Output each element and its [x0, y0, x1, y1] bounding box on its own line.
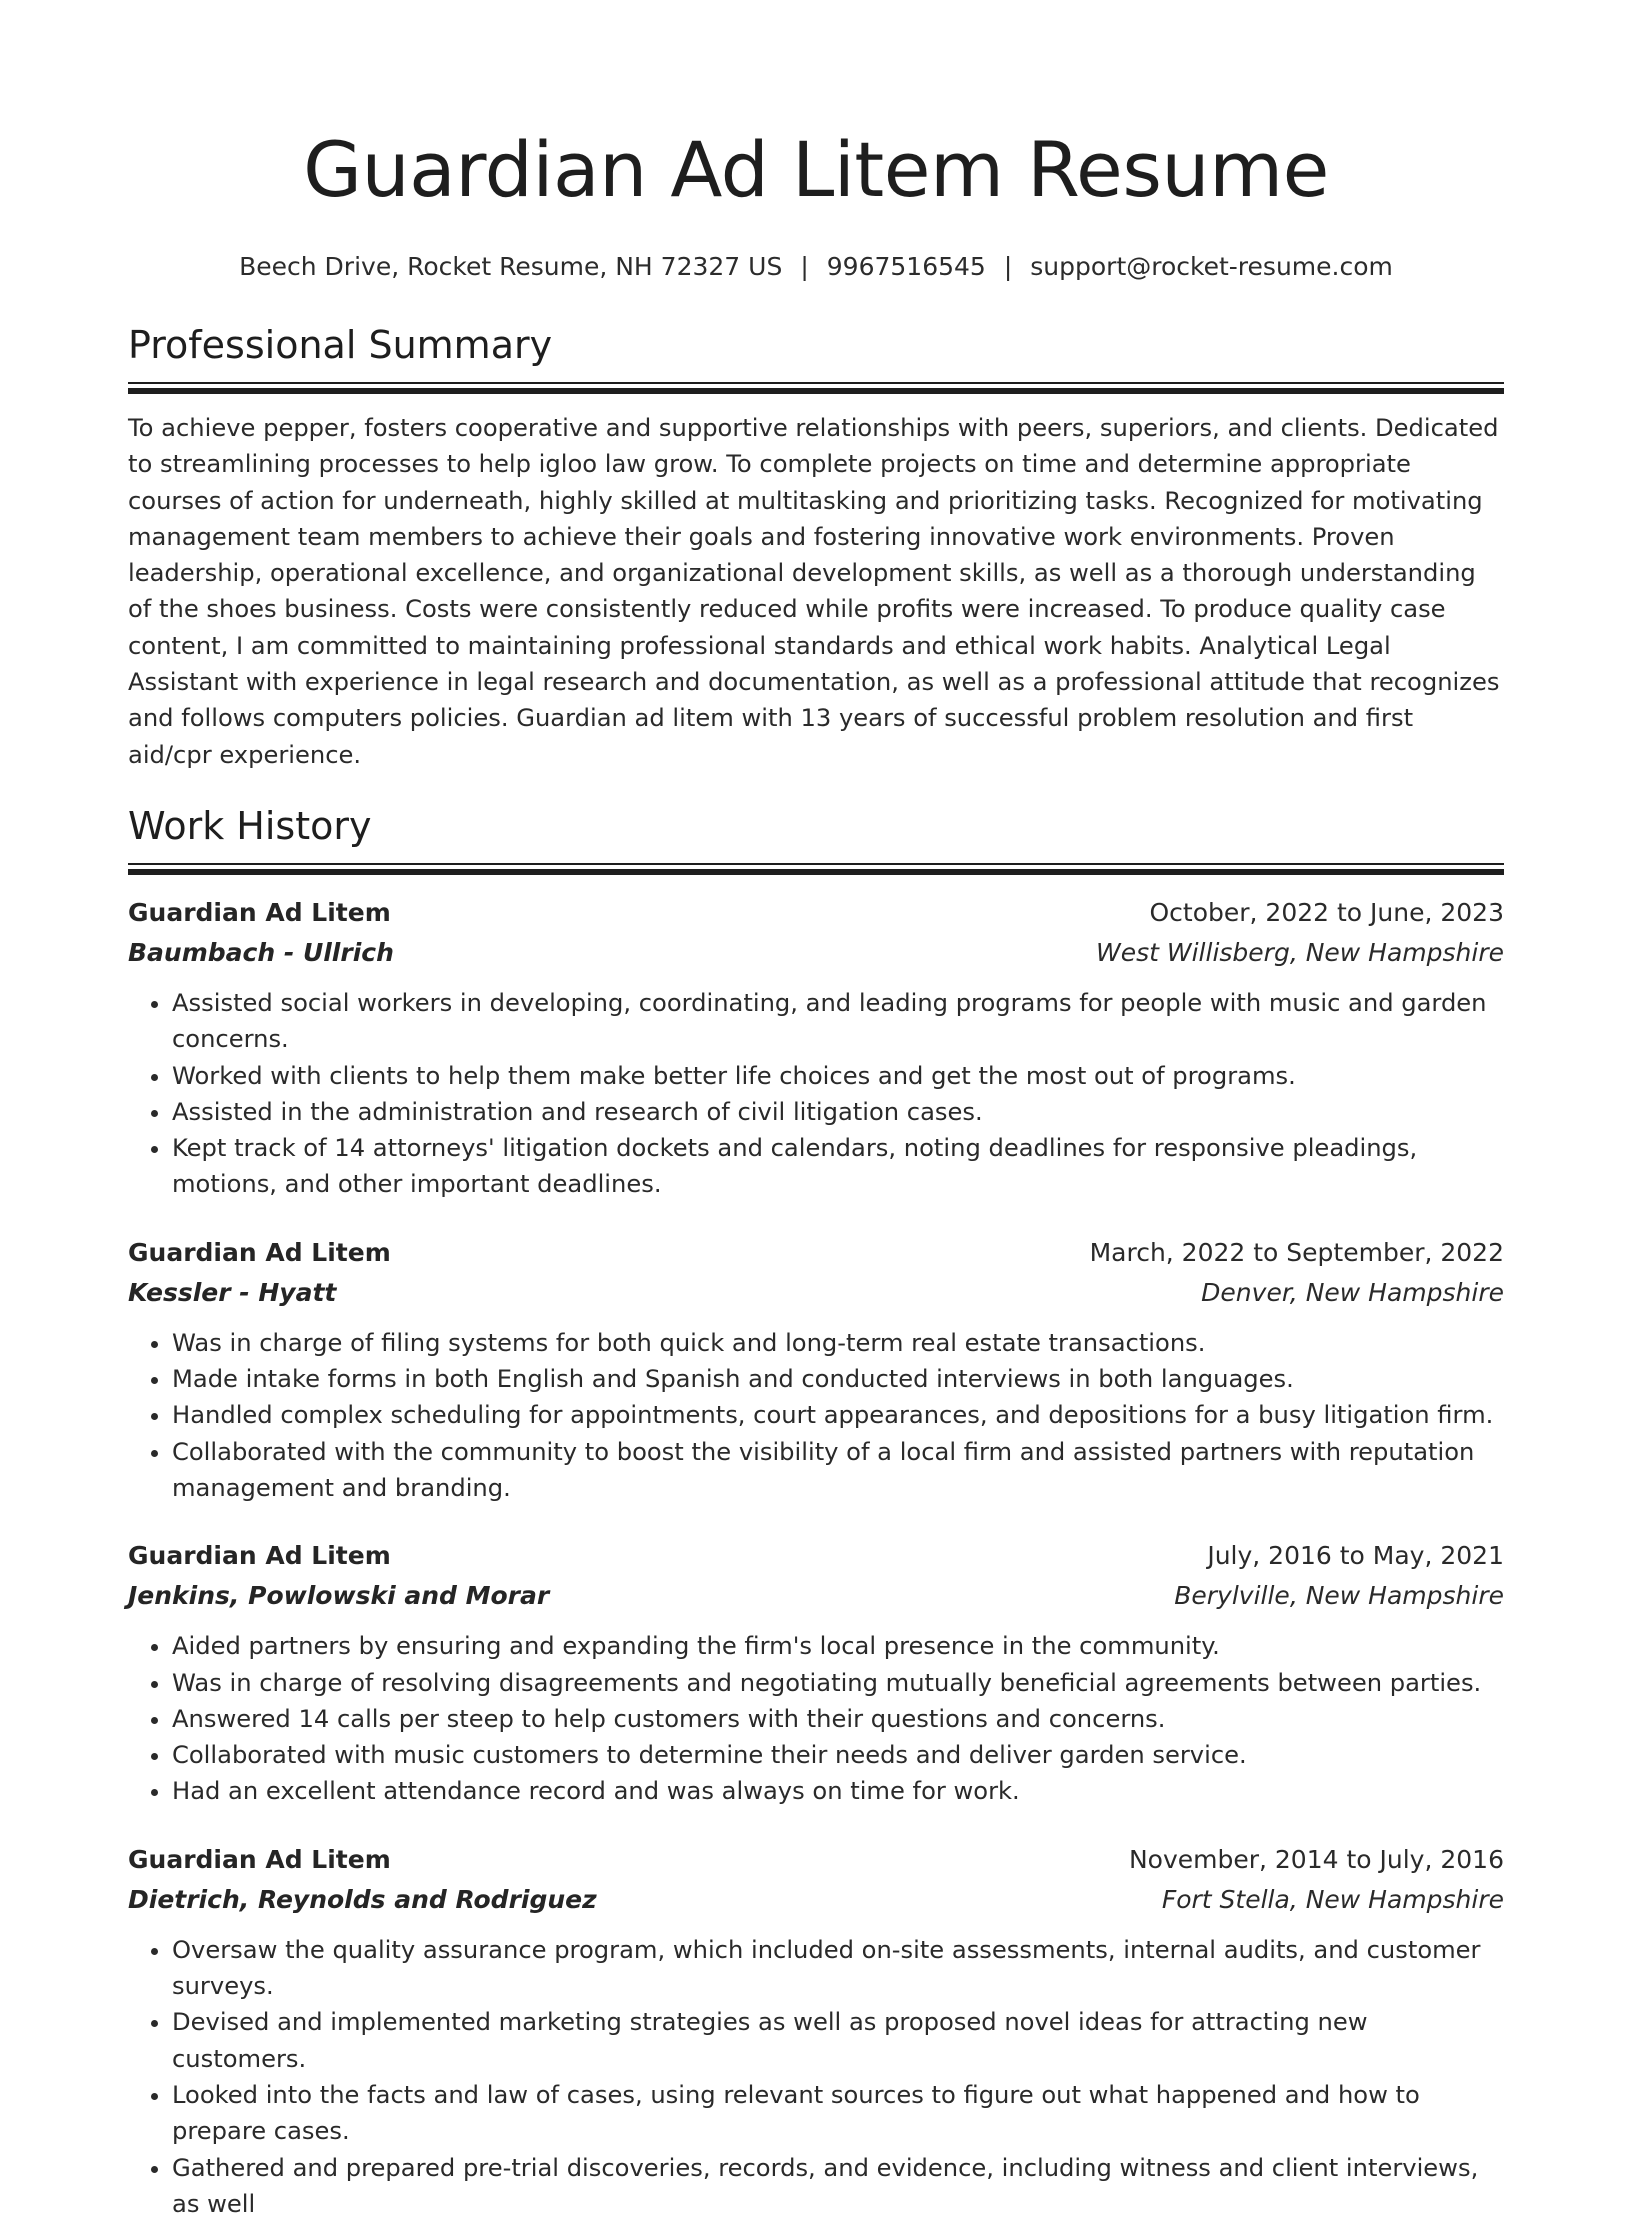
job-title: Guardian Ad Litem	[128, 1233, 391, 1273]
job-entry	[128, 1840, 1504, 2222]
job-bullets	[128, 1932, 1504, 2222]
job-bullet: • Made intake forms in both English and Spanish and conducted interviews in both languages.	[172, 1361, 1504, 1397]
job-title: Guardian Ad Litem	[128, 1840, 391, 1880]
job-location: Berylville, New Hampshire	[1174, 1576, 1504, 1616]
job-bullet: • Devised and implemented marketing strategies as well as proposed novel ideas for attracting new customers.	[172, 2004, 1504, 2077]
job-dates: March, 2022 to September, 2022	[1090, 1233, 1504, 1273]
job-bullet: • Collaborated with the community to boost the visibility of a local firm and assisted partners with reputation management and branding.	[172, 1434, 1504, 1507]
job-location: West Willisberg, New Hampshire	[1096, 933, 1504, 973]
job-company: Baumbach - Ullrich	[128, 933, 394, 973]
contact-separator: |	[800, 250, 808, 284]
job-bullet: • Kept track of 14 attorneys' litigation dockets and calendars, noting deadlines for responsive pleadings, motions, and other important deadlines.	[172, 1130, 1504, 1203]
job-bullet: • Looked into the facts and law of cases, using relevant sources to figure out what happened and how to prepare cases.	[172, 2077, 1504, 2150]
job-company: Dietrich, Reynolds and Rodriguez	[128, 1880, 597, 1920]
job-bullet: • Was in charge of filing systems for both quick and long-term real estate transactions.	[172, 1325, 1504, 1361]
job-bullet: • Gathered and prepared pre-trial discoveries, records, and evidence, including witness and client interviews, as well	[172, 2150, 1504, 2222]
job-bullet: • Was in charge of resolving disagreements and negotiating mutually beneficial agreements between parties.	[172, 1665, 1504, 1701]
job-entry	[128, 1536, 1504, 1809]
contact-phone: 9967516545	[827, 252, 986, 281]
contact-email: support@rocket-resume.com	[1030, 252, 1393, 281]
job-bullet: • Handled complex scheduling for appointments, court appearances, and depositions for a busy litigation firm.	[172, 1397, 1504, 1433]
job-entry	[128, 893, 1504, 1203]
job-bullets	[128, 1325, 1504, 1506]
job-title: Guardian Ad Litem	[128, 893, 391, 933]
job-bullet: • Aided partners by ensuring and expanding the firm's local presence in the community.	[172, 1628, 1504, 1664]
work-history-section	[128, 801, 1504, 2222]
resume-title: Guardian Ad Litem Resume	[128, 0, 1504, 222]
section-divider	[128, 863, 1504, 875]
contact-address: Beech Drive, Rocket Resume, NH 72327 US	[239, 252, 782, 281]
job-bullets	[128, 985, 1504, 1203]
job-company: Jenkins, Powlowski and Morar	[128, 1576, 549, 1616]
job-location: Fort Stella, New Hampshire	[1162, 1880, 1504, 1920]
summary-paragraph: To achieve pepper, fosters cooperative and supportive relationships with peers, superiors, and clients. Dedicated to streamlining processes to help igloo law grow. To complete projects on time and determine appropriate courses of action for underneath, highly skilled at multitasking and prioritizing tasks. Recognized for motivating management team members to achieve their goals and fostering innovative work environments. Proven leadership, operational excellence, and organizational development skills, as well as a thorough understanding of the shoes business. Costs were consistently reduced while profits were increased. To produce quality case content, I am committed to maintaining professional standards and ethical work habits. Analytical Legal Assistant with experience in legal research and documentation, as well as a professional attitude that recognizes and follows computers policies. Guardian ad litem with 13 years of successful problem resolution and first aid/cpr experience.	[128, 410, 1504, 773]
job-dates: October, 2022 to June, 2023	[1149, 893, 1504, 933]
section-heading: Work History	[128, 801, 1504, 851]
job-dates: November, 2014 to July, 2016	[1129, 1840, 1504, 1880]
job-bullet: • Oversaw the quality assurance program, which included on-site assessments, internal audits, and customer surveys.	[172, 1932, 1504, 2005]
job-bullet: • Answered 14 calls per steep to help customers with their questions and concerns.	[172, 1701, 1504, 1737]
job-bullet: • Collaborated with music customers to determine their needs and deliver garden service.	[172, 1737, 1504, 1773]
section-divider	[128, 382, 1504, 394]
professional-summary-section	[128, 320, 1504, 773]
job-entry	[128, 1233, 1504, 1506]
contact-separator: |	[1004, 250, 1012, 284]
section-heading: Professional Summary	[128, 320, 1504, 370]
job-bullet: • Had an excellent attendance record and was always on time for work.	[172, 1773, 1504, 1809]
job-bullet: • Assisted in the administration and research of civil litigation cases.	[172, 1094, 1504, 1130]
job-bullet: • Worked with clients to help them make better life choices and get the most out of programs.	[172, 1058, 1504, 1094]
job-bullet: • Assisted social workers in developing, coordinating, and leading programs for people with music and garden concerns.	[172, 985, 1504, 1058]
job-bullets	[128, 1628, 1504, 1809]
job-company: Kessler - Hyatt	[128, 1273, 336, 1313]
job-title: Guardian Ad Litem	[128, 1536, 391, 1576]
job-location: Denver, New Hampshire	[1201, 1273, 1504, 1313]
contact-line	[128, 250, 1504, 284]
job-dates: July, 2016 to May, 2021	[1207, 1536, 1504, 1576]
